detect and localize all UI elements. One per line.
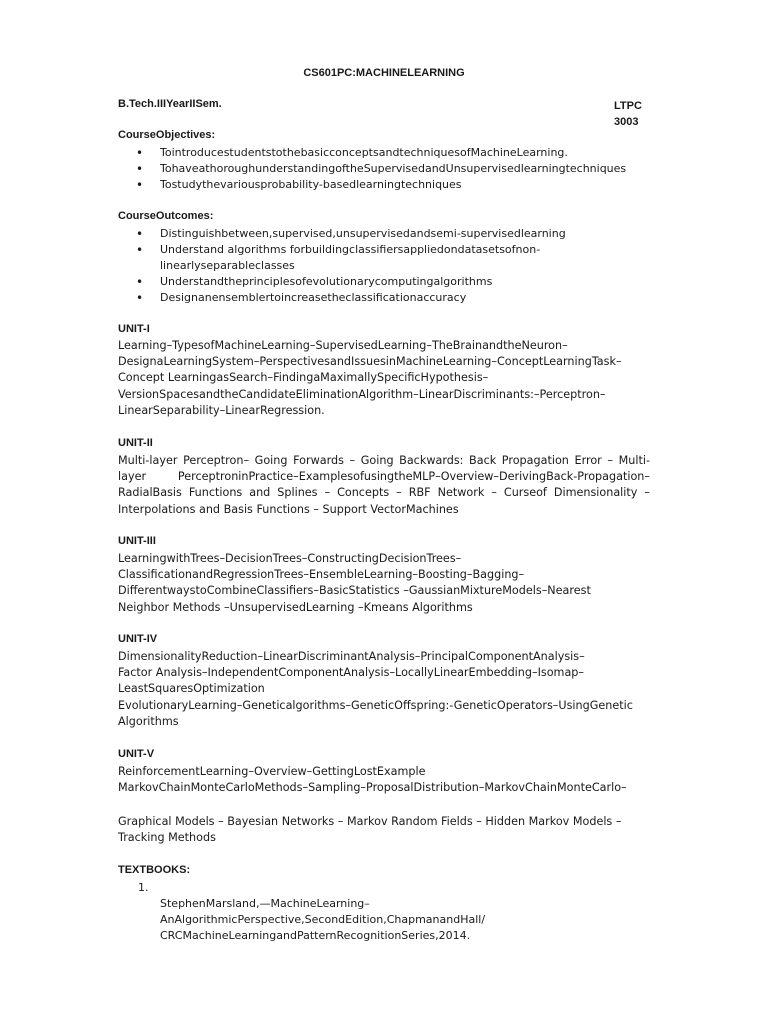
list-item: • Tointroducestudentstothebasicconceptsandtechniquesof​MachineLearning. xyxy=(118,145,650,161)
unit-2-heading: UNIT-II xyxy=(118,437,153,449)
unit-4-heading: UNIT-IV xyxy=(118,633,158,645)
list-item: • Understandtheprinciplesofevolutionarycomputingalgorithms xyxy=(118,274,650,290)
textbook-citation: StephenMarsland,—MachineLearning– AnAlgorithmicPerspective,SecondEdition,ChapmanandHall/ CRCMachineLearningandPatternRecognitionSeries,2014. xyxy=(160,897,486,942)
list-number: 1. xyxy=(138,881,149,894)
textbooks-list xyxy=(118,880,650,944)
syllabus-page xyxy=(118,0,650,1024)
unit-1-heading: UNIT-I xyxy=(118,323,150,335)
ltpc-label: LTPC xyxy=(614,100,642,112)
course-title: CS601PC:MACHINELEARNING xyxy=(303,67,465,79)
unit-5-content-extra: Graphical Models – Bayesian Networks – Markov Random Fields – Hidden Markov Models – Tracking Methods xyxy=(118,815,622,845)
unit-5-content: ReinforcementLearning–Overview–GettingLostExample MarkovChainMonteCarloMethods–Sampling–ProposalDistribution–MarkovChainMonteCarlo– xyxy=(118,765,627,795)
outcomes-heading: CourseOutcomes: xyxy=(118,210,214,222)
list-item: • Designanensemblertoincreasetheclassificationaccuracy xyxy=(118,290,650,306)
list-item: • Distinguishbetween,supervised,unsupervisedandsemi-supervisedlearning xyxy=(118,226,650,242)
unit-5-heading: UNIT-V xyxy=(118,748,155,760)
ltpc-values: 3003 xyxy=(614,116,639,128)
outcomes-list xyxy=(118,226,650,306)
unit-3-content: LearningwithTrees–DecisionTrees–ConstructingDecisionTrees– ClassificationandRegressionTrees–EnsembleLearning–Boosting–Bagging– DifferentwaystoCombineClassifiers–BasicStatistics –GaussianMixtureModels–Nearest Neighbor Methods –UnsupervisedLearning –Kmeans Algorithms xyxy=(118,552,591,614)
unit-1-content: Learning–TypesofMachineLearning–SupervisedLearning–TheBrainandtheNeuron– DesignaLearningSystem–PerspectivesandIssuesinMachineLearning–ConceptLearningTask– Concept LearningasSearch–FindingaMaximallySpecificHypothesis– VersionSpacesandtheCandidateEliminationAlgorithm–LinearDiscriminants:–Perceptron– LinearSeparability–LinearRegression. xyxy=(118,339,622,417)
objectives-list xyxy=(118,145,650,193)
unit-3-heading: UNIT-III xyxy=(118,535,156,547)
course-year: B.Tech.IIIYearIISem. xyxy=(118,98,222,110)
list-item: • Tohaveathoroughunderstandingof​theSupervisedandUnsupervisedlearningtechniques xyxy=(118,161,650,177)
unit-2-content: Multi-layer Perceptron– Going Forwards – Going Backwards: Back Propagation Error – Multi-layer PerceptroninPractice–ExamplesofusingtheMLP–Overview–DerivingBack-Propagation–RadialBasis Functions and Splines – Concepts – RBF Network – Curseof Dimensionality – Interpolations and Basis Functions – Support VectorMachines xyxy=(118,454,650,516)
list-item xyxy=(118,880,650,944)
textbooks-heading: TEXTBOOKS: xyxy=(118,864,191,876)
list-item: • Understand algorithms forbuildingclassifiersappliedondatasetsofnon-linearlyseparableclasses xyxy=(118,242,550,274)
objectives-heading: CourseObjectives: xyxy=(118,129,216,141)
ltpc-block xyxy=(614,98,642,130)
list-item: • Tostudythevariousprobability-basedlearningtechniques xyxy=(118,177,650,193)
unit-4-content: DimensionalityReduction–LinearDiscriminantAnalysis–PrincipalComponentAnalysis– Factor Analysis–IndependentComponentAnalysis–LocallyLinearEmbedding–Isomap– LeastSquaresOptimization EvolutionaryLearning–Geneticalgorithms–GeneticOffspring:-GeneticOperators–UsingGenetic Algorithms xyxy=(118,650,633,728)
